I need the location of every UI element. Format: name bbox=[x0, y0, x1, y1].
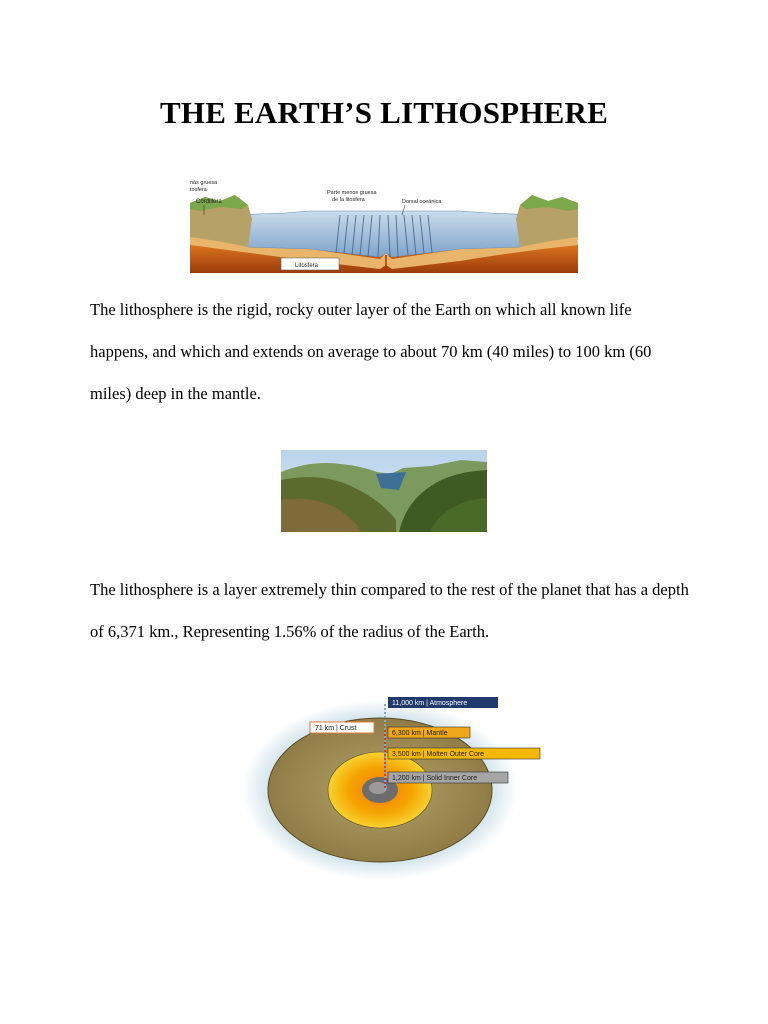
page-title: THE EARTH’S LITHOSPHERE bbox=[160, 95, 608, 130]
paragraph-thin-layer: The lithosphere is a layer extremely thin compared to the rest of the planet that has a depth of 6,371 km., Representing 1.56% of the radius of the Earth. bbox=[90, 580, 689, 641]
label-thin-part-1: Parte menos gruesa bbox=[327, 190, 377, 196]
label-cordillera: Cordillera bbox=[196, 199, 222, 205]
label-lithosphere: Litosfera bbox=[295, 263, 319, 269]
label-top-left-1: nás gruesa bbox=[190, 180, 218, 186]
label-ridge: Dorsal oceánica bbox=[402, 199, 442, 205]
label-atmosphere: 11,000 km | Atmosphere bbox=[392, 700, 468, 707]
label-thin-part-2: de la litosfera bbox=[332, 197, 365, 203]
label-outer-core: 3,500 km | Molten Outer Core bbox=[392, 751, 485, 758]
label-crust: 71 km | Crust bbox=[315, 725, 357, 732]
label-inner-core: 1,200 km | Solid Inner Core bbox=[392, 775, 478, 782]
landscape-photo bbox=[281, 450, 487, 532]
lithosphere-cross-section-diagram bbox=[190, 175, 578, 275]
label-top-left-2: tosfera bbox=[190, 187, 207, 193]
label-mantle: 6,300 km | Mantle bbox=[392, 730, 448, 737]
paragraph-lithosphere-definition: The lithosphere is the rigid, rocky outer layer of the Earth on which all known life happens, and which and extends on average to about 70 km (40 miles) to 100 km (60 miles) deep in the mantle. bbox=[90, 300, 652, 403]
earth-layers-diagram bbox=[240, 690, 550, 880]
